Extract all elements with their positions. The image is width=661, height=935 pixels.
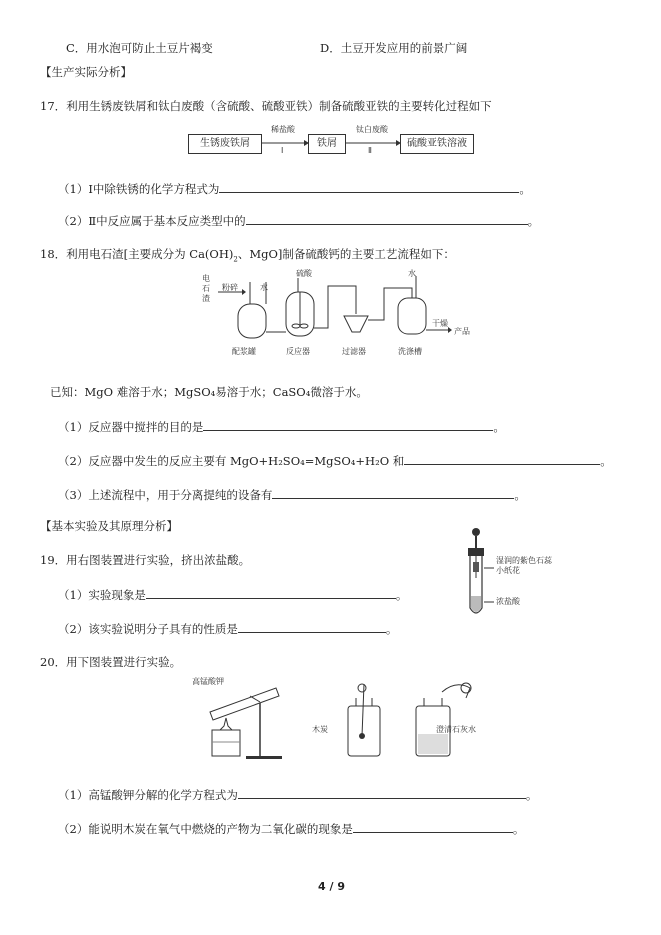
section-production: 【生产实际分析】 (40, 65, 132, 79)
q20-apparatus-figure (180, 676, 490, 762)
q19-sub2-text: （2）该实验说明分子具有的性质是 (58, 622, 238, 636)
q18-label-tank3: 过滤器 (342, 347, 366, 356)
q17-arrow2-reagent: 钛白废酸 (356, 125, 388, 134)
q19-test-tube-figure (462, 524, 558, 620)
q17-sub2-end: 。 (527, 214, 540, 228)
q18-label-source: 电石渣 (202, 274, 210, 303)
q18-sub3-blank[interactable] (272, 486, 514, 499)
q17-arrows (180, 124, 480, 160)
q19-sub2 (58, 620, 397, 637)
q20-sub1-blank[interactable] (238, 786, 526, 799)
q18-sub1-blank[interactable] (203, 418, 493, 431)
q20-sub2-blank[interactable] (353, 820, 513, 833)
q19-label-hcl: 浓盐酸 (496, 597, 520, 606)
q17-flow-diagram (180, 124, 480, 160)
q17-stem: 17．利用生锈废铁屑和钛白废酸（含硫酸、硫酸亚铁）制备硫酸亚铁的主要转化过程如下 (40, 99, 492, 113)
q19-sub1 (58, 586, 407, 603)
q18-sub2-text: （2）反应器中发生的反应主要有 MgO+H₂SO₄=MgSO₄+H₂O 和 (58, 454, 405, 468)
q17-sub2-text: （2）Ⅱ中反应属于基本反应类型中的 (58, 214, 246, 228)
q18-label-crush: 粉碎 (222, 283, 238, 292)
q20-sub1-end: 。 (525, 788, 538, 802)
section-experiment: 【基本实验及其原理分析】 (40, 519, 178, 533)
q18-label-tank4: 洗涤槽 (398, 347, 422, 356)
q17-sub2-blank[interactable] (246, 212, 528, 225)
q18-known: 已知：MgO 难溶于水；MgSO₄易溶于水；CaSO₄微溶于水。 (50, 385, 368, 399)
q18-label-water2: 水 (408, 269, 416, 278)
q20-sub2 (58, 820, 524, 837)
q17-box-rusty-iron: 生锈废铁屑 (188, 134, 262, 154)
q18-label-product: 产品 (454, 327, 470, 336)
q17-sub1 (58, 180, 531, 197)
q20-sub1-text: （1）高锰酸钾分解的化学方程式为 (58, 788, 238, 802)
q20-label-charcoal: 木炭 (312, 725, 328, 734)
q18-stem-sub: 2 (233, 255, 238, 264)
page-number: 4 / 9 (318, 880, 345, 893)
q17-sub1-text: （1）Ⅰ中除铁锈的化学方程式为 (58, 182, 220, 196)
q19-sub2-end: 。 (385, 622, 398, 636)
q18-process-diagram (198, 268, 478, 360)
q17-sub1-end: 。 (519, 182, 531, 196)
q17-box-ferrous-sulfate: 硫酸亚铁溶液 (400, 134, 474, 154)
q18-stem (40, 246, 455, 263)
q19-sub1-text: （1）实验现象是 (58, 588, 146, 602)
q18-label-dry: 干燥 (432, 319, 448, 328)
q17-sub1-blank[interactable] (219, 180, 519, 193)
q17-box-iron: 铁屑 (308, 134, 346, 154)
q20-sub2-text: （2）能说明木炭在氧气中燃烧的产物为二氧化碳的现象是 (58, 822, 353, 836)
q18-sub2 (58, 452, 612, 469)
q20-label-kmno4: 高锰酸钾 (192, 677, 224, 686)
option-d: D．土豆开发应用的前景广阔 (320, 41, 468, 55)
q18-sub1-end: 。 (493, 420, 505, 434)
q18-sub2-blank[interactable] (404, 452, 600, 465)
q20-sub2-end: 。 (512, 822, 525, 836)
q18-sub1-text: （1）反应器中搅拌的目的是 (58, 420, 204, 434)
q18-sub2-end: 。 (600, 454, 612, 468)
q18-label-acid: 硫酸 (296, 269, 312, 278)
q17-arrow1-step: Ⅰ (281, 146, 284, 155)
q19-label-litmus: 湿润的紫色石蕊小纸花 (496, 556, 552, 575)
option-c: C．用水泡可防止土豆片褐变 (66, 41, 213, 55)
q18-stem-a: 18．利用电石渣[主要成分为 Ca(OH) (40, 247, 234, 261)
q18-label-tank1: 配浆罐 (232, 347, 256, 356)
q17-sub2 (58, 212, 539, 229)
q20-apparatus-svg (180, 676, 490, 762)
q18-sub3-end: 。 (514, 488, 526, 502)
q17-arrow1-reagent: 稀盐酸 (271, 125, 295, 134)
q19-stem: 19．用右图装置进行实验，挤出浓盐酸。 (40, 553, 251, 567)
q20-stem: 20．用下图装置进行实验。 (40, 655, 182, 669)
q19-sub1-blank[interactable] (146, 586, 396, 599)
q19-sub2-blank[interactable] (238, 620, 386, 633)
q20-label-limewater: 澄清石灰水 (436, 725, 476, 734)
q20-sub1 (58, 786, 537, 803)
q18-sub1 (58, 418, 505, 435)
q18-stem-b: 、MgO]制备硫酸钙的主要工艺流程如下： (237, 247, 455, 261)
q18-sub3 (58, 486, 526, 503)
q19-sub1-end: 。 (395, 588, 408, 602)
q18-sub3-text: （3）上述流程中，用于分离提纯的设备有 (58, 488, 273, 502)
q18-label-tank2: 反应器 (286, 347, 310, 356)
q18-label-water1: 水 (260, 283, 268, 292)
q17-arrow2-step: Ⅱ (368, 146, 372, 155)
